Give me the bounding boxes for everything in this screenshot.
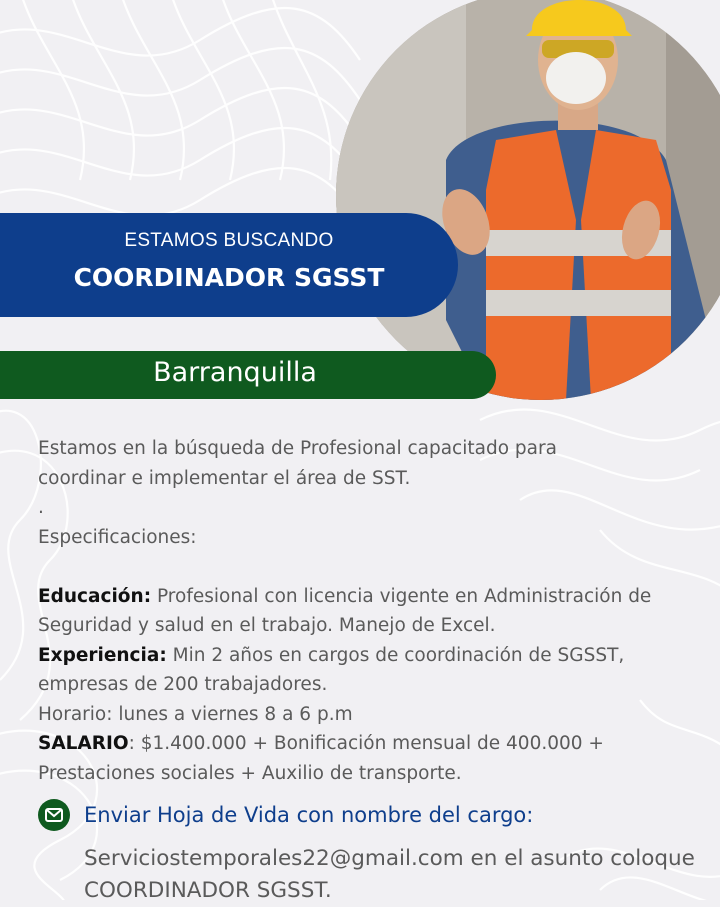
email-instruction[interactable]: Serviciostemporales22@gmail.com en el asunto coloque COORDINADOR SGSST. <box>84 846 695 903</box>
intro-line-1: Estamos en la búsqueda de Profesional capacitado para <box>38 438 557 459</box>
education-paragraph <box>38 582 708 641</box>
intro-dot: . <box>38 497 44 518</box>
send-cv-instruction: Enviar Hoja de Vida con nombre del cargo: <box>84 803 534 827</box>
envelope-icon <box>38 799 70 831</box>
contact-section <box>38 799 708 907</box>
intro-line-2: coordinar e implementar el área de SST. <box>38 467 411 489</box>
experience-text: Min 2 años en cargos de coordinación de SGSST, empresas de 200 trabajadores. <box>38 644 625 695</box>
experience-paragraph <box>38 641 708 700</box>
location-banner <box>0 351 496 399</box>
salary-label: SALARIO <box>38 733 129 754</box>
experience-label: Experiencia: <box>38 644 167 666</box>
salary-text: : $1.400.000 + Bonificación mensual de 400.000 + Prestaciones sociales + Auxilio de transporte. <box>38 733 604 784</box>
schedule-line: Horario: lunes a viernes 8 a 6 p.m <box>38 703 353 725</box>
headline-banner <box>0 213 458 317</box>
education-text: Profesional con licencia vigente en Administración de Seguridad y salud en el trabajo. Manejo de Excel. <box>38 585 652 636</box>
job-description <box>38 434 708 788</box>
banner-subtitle: ESTAMOS BUSCANDO <box>124 230 334 251</box>
location-label: Barranquilla <box>153 357 317 388</box>
specs-heading: Especificaciones: <box>38 526 197 548</box>
salary-paragraph <box>38 729 708 788</box>
education-label: Educación: <box>38 585 152 607</box>
job-title: COORDINADOR SGSST <box>73 263 385 292</box>
